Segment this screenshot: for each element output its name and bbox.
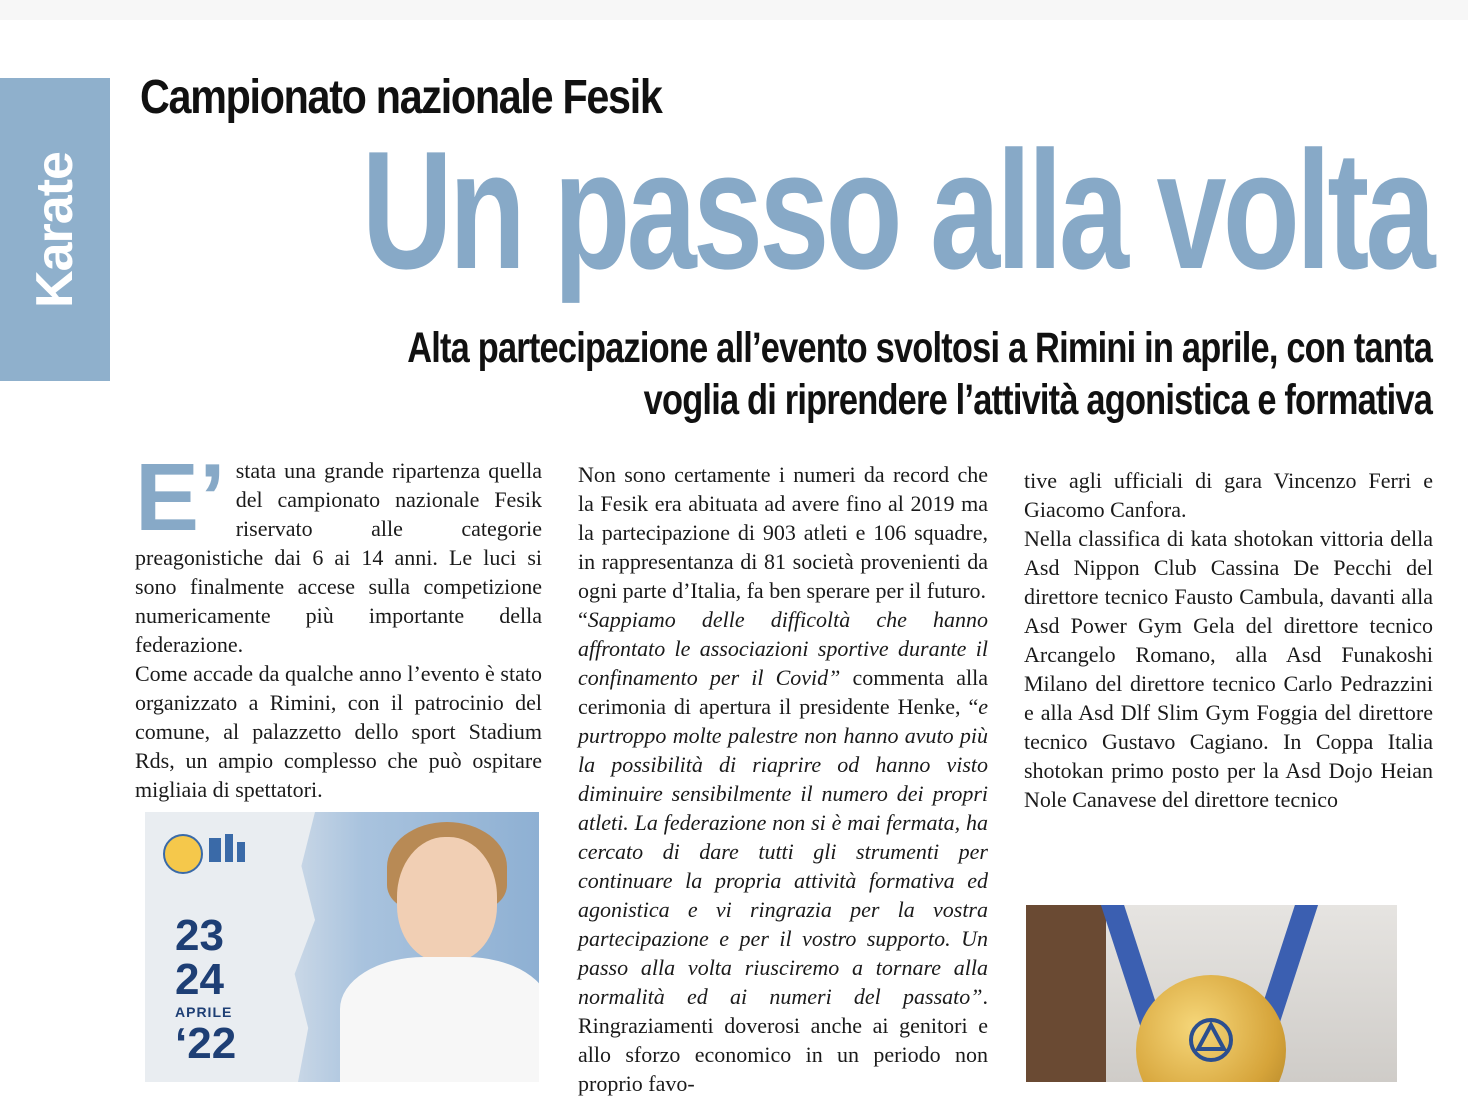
section-tab-label: Karate: [26, 152, 84, 308]
paragraph: Nella classifica di kata shotokan vittoria della Asd Nippon Club Cassina De Pecchi del direttore tecnico Fausto Cambula, davanti alla Asd Power Gym Gela del direttore tecnico Arcangelo Romano, alla Asd Funakoshi Milano del direttore tecnico Carlo Pedrazzini e alla Asd Dlf Slim Gym Foggia del direttore tecnico Gustavo Cagiano. In Coppa Italia shotokan primo posto per la Asd Dojo Heian Nole Canavese del direttore tecnico: [1024, 526, 1433, 812]
section-tab: [0, 78, 110, 381]
article-column-1: [135, 444, 542, 804]
quote-text: Sappiamo delle difficoltà che hanno affrontato le associazioni sportive durante il confinamento per il Covid”: [578, 607, 988, 690]
subhead-line-2: voglia di riprendere l’attività agonistica e formativa: [643, 376, 1432, 424]
sponsor-logo-icon: [207, 830, 247, 870]
page-top-strip: [0, 0, 1468, 20]
paragraph: Non sono certamente i numeri da record che la Fesik era abituata ad avere fino al 2019 ma la partecipazione di 903 atleti e 106 squadre, in rappresentanza di 81 società provenienti da ogni parte d’Italia, fa ben sperare per il futuro.: [578, 462, 988, 603]
poster-day-2: 24: [175, 955, 224, 1004]
article-kicker: Campionato nazionale Fesik: [140, 71, 662, 124]
paragraph-text: commenta alla cerimonia di apertura il presidente Henke, “: [578, 665, 988, 719]
article-subhead: [407, 322, 1432, 426]
medal-photo: [1026, 905, 1397, 1082]
subhead-line-1: Alta partecipazione all’evento svoltosi a Rimini in aprile, con tanta: [407, 324, 1432, 372]
quote-text: e purtroppo molte palestre non hanno avuto più la possibilità di riaprire od hanno visto diminuire sensibilmente il numero dei propri atleti. La federazione non si è mai fermata, ha cercato di dare tutti gli strumenti per continuare la propria attività formativa ed agonistica e vi ringrazia per la vostra partecipazione e per il vostro supporto. Un passo alla volta riusciremo a tornare alla normalità ed ai numeri del passato”: [578, 694, 988, 1009]
quote-mark: “: [578, 607, 588, 632]
athlete-hair-shape: [1026, 905, 1106, 1082]
paragraph: Come accade da qualche anno l’evento è stato organizzato a Rimini, con il patrocinio del comune, al palazzetto dello sport Stadium Rds, un ampio complesso che può ospitare migliaia di spettatori.: [135, 661, 542, 802]
paragraph: tive agli ufficiali di gara Vincenzo Ferri e Giacomo Canfora.: [1024, 468, 1433, 522]
karate-gi-shape: [340, 957, 539, 1082]
article-column-2: [578, 460, 988, 1098]
child-face-shape: [397, 837, 497, 962]
federation-logo-icon: [163, 834, 203, 874]
article-headline: Un passo alla volta: [361, 116, 1432, 304]
poster-dates: [175, 911, 237, 1068]
poster-year: ‘22: [175, 1019, 237, 1068]
event-poster-photo: [145, 812, 539, 1082]
drop-cap: E’: [135, 444, 226, 551]
poster-month: APRILE: [175, 1004, 233, 1020]
article-column-3: [1024, 466, 1433, 814]
quote-paragraph: [578, 605, 988, 1098]
poster-day-1: 23: [175, 911, 224, 960]
paragraph-text: . Ringraziamenti doverosi anche ai genitori e allo sforzo economico in un periodo non proprio favo-: [578, 984, 988, 1096]
paragraph: stata una grande ripartenza quella del campionato nazionale Fesik riservato alle categorie preagonistiche dai 6 ai 14 anni. Le luci si sono finalmente accese sulla competizione numericamente più importante della federazione.: [135, 458, 542, 657]
medal-emblem-icon: [1186, 1015, 1236, 1065]
